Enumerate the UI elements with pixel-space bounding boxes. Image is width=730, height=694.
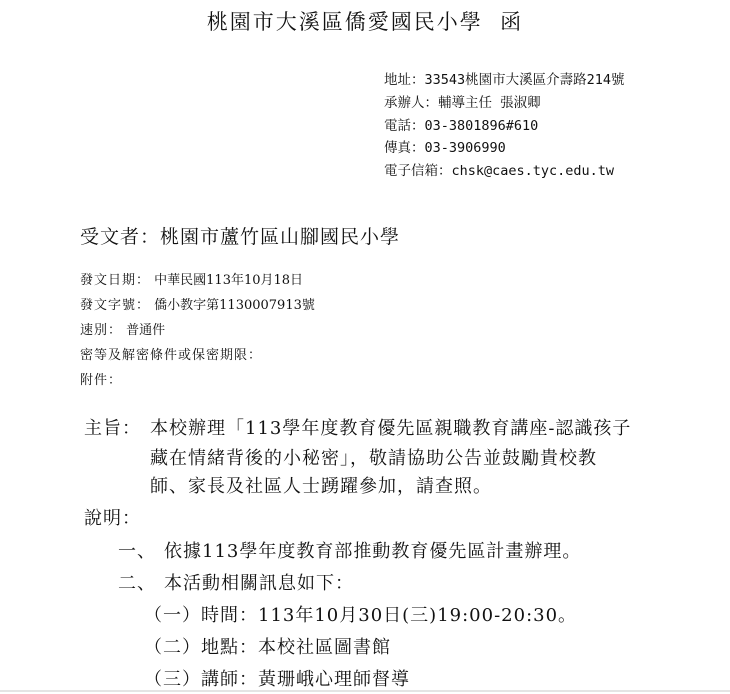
handler-line [384, 91, 541, 111]
phone-line [384, 114, 538, 134]
subject-line: 師、家長及社區人士踴躍參加，請查照。 [150, 476, 492, 497]
item-text: 本活動相關訊息如下： [164, 573, 354, 594]
issue-date-label: 發文日期： [80, 273, 151, 288]
speed-value: 普通件 [126, 323, 166, 338]
letterhead-title [0, 6, 730, 36]
item-number: 二、 [118, 573, 156, 594]
issue-number-label: 發文字號： [80, 298, 151, 313]
recipient-label: 受文者： [80, 226, 161, 248]
secrecy-line [80, 344, 262, 363]
email-line [384, 159, 614, 179]
sub-item: （一）時間：113年10月30日(三)19:00-20:30。 [144, 605, 578, 626]
issue-number-line [80, 294, 315, 313]
recipient-value: 桃園市蘆竹區山腳國民小學 [160, 226, 401, 248]
phone-label: 電話： [384, 118, 425, 134]
subject-line: 藏在情緒背後的小秘密」，敬請協助公告並鼓勵貴校教 [150, 448, 597, 469]
address-value: 33543桃園市大溪區介壽路214號 [424, 72, 625, 88]
fax-label: 傳真： [384, 140, 425, 156]
issue-date-value: 中華民國113年10月18日 [154, 273, 304, 288]
sub-item: （三）講師：黃珊峨心理師督導 [144, 669, 410, 690]
subject-label: 主旨： [84, 418, 141, 439]
school-name: 桃園市大溪區僑愛國民小學 [206, 10, 483, 34]
issue-date-line [80, 269, 303, 288]
handler-value: 輔導主任 張淑卿 [438, 95, 541, 111]
speed-label: 速別： [80, 323, 123, 338]
handler-label: 承辦人： [384, 95, 438, 111]
fax-value: 03-3906990 [424, 140, 506, 156]
secrecy-label: 密等及解密條件或保密期限： [80, 348, 263, 363]
page-bottom-divider [0, 690, 730, 692]
sub-item: （二）地點：本校社區圖書館 [144, 637, 391, 658]
fax-line [384, 136, 506, 156]
speed-line [80, 319, 165, 338]
item-text: 依據113學年度教育部推動教育優先區計畫辦理。 [164, 541, 582, 562]
address-line [384, 68, 625, 88]
subject-line: 本校辦理「113學年度教育優先區親職教育講座-認識孩子 [150, 418, 632, 439]
attachment-line [80, 369, 122, 388]
item-number: 一、 [118, 541, 156, 562]
recipient-line [80, 222, 400, 249]
issue-number-value: 僑小教字第1130007913號 [154, 298, 315, 313]
explanation-label: 說明： [84, 508, 141, 529]
attachment-label: 附件： [80, 373, 123, 388]
address-label: 地址： [384, 72, 425, 88]
email-value: chsk@caes.tyc.edu.tw [451, 163, 615, 179]
email-label: 電子信箱： [384, 163, 452, 179]
phone-value: 03-3801896#610 [424, 118, 539, 134]
document-type: 函 [500, 10, 524, 34]
